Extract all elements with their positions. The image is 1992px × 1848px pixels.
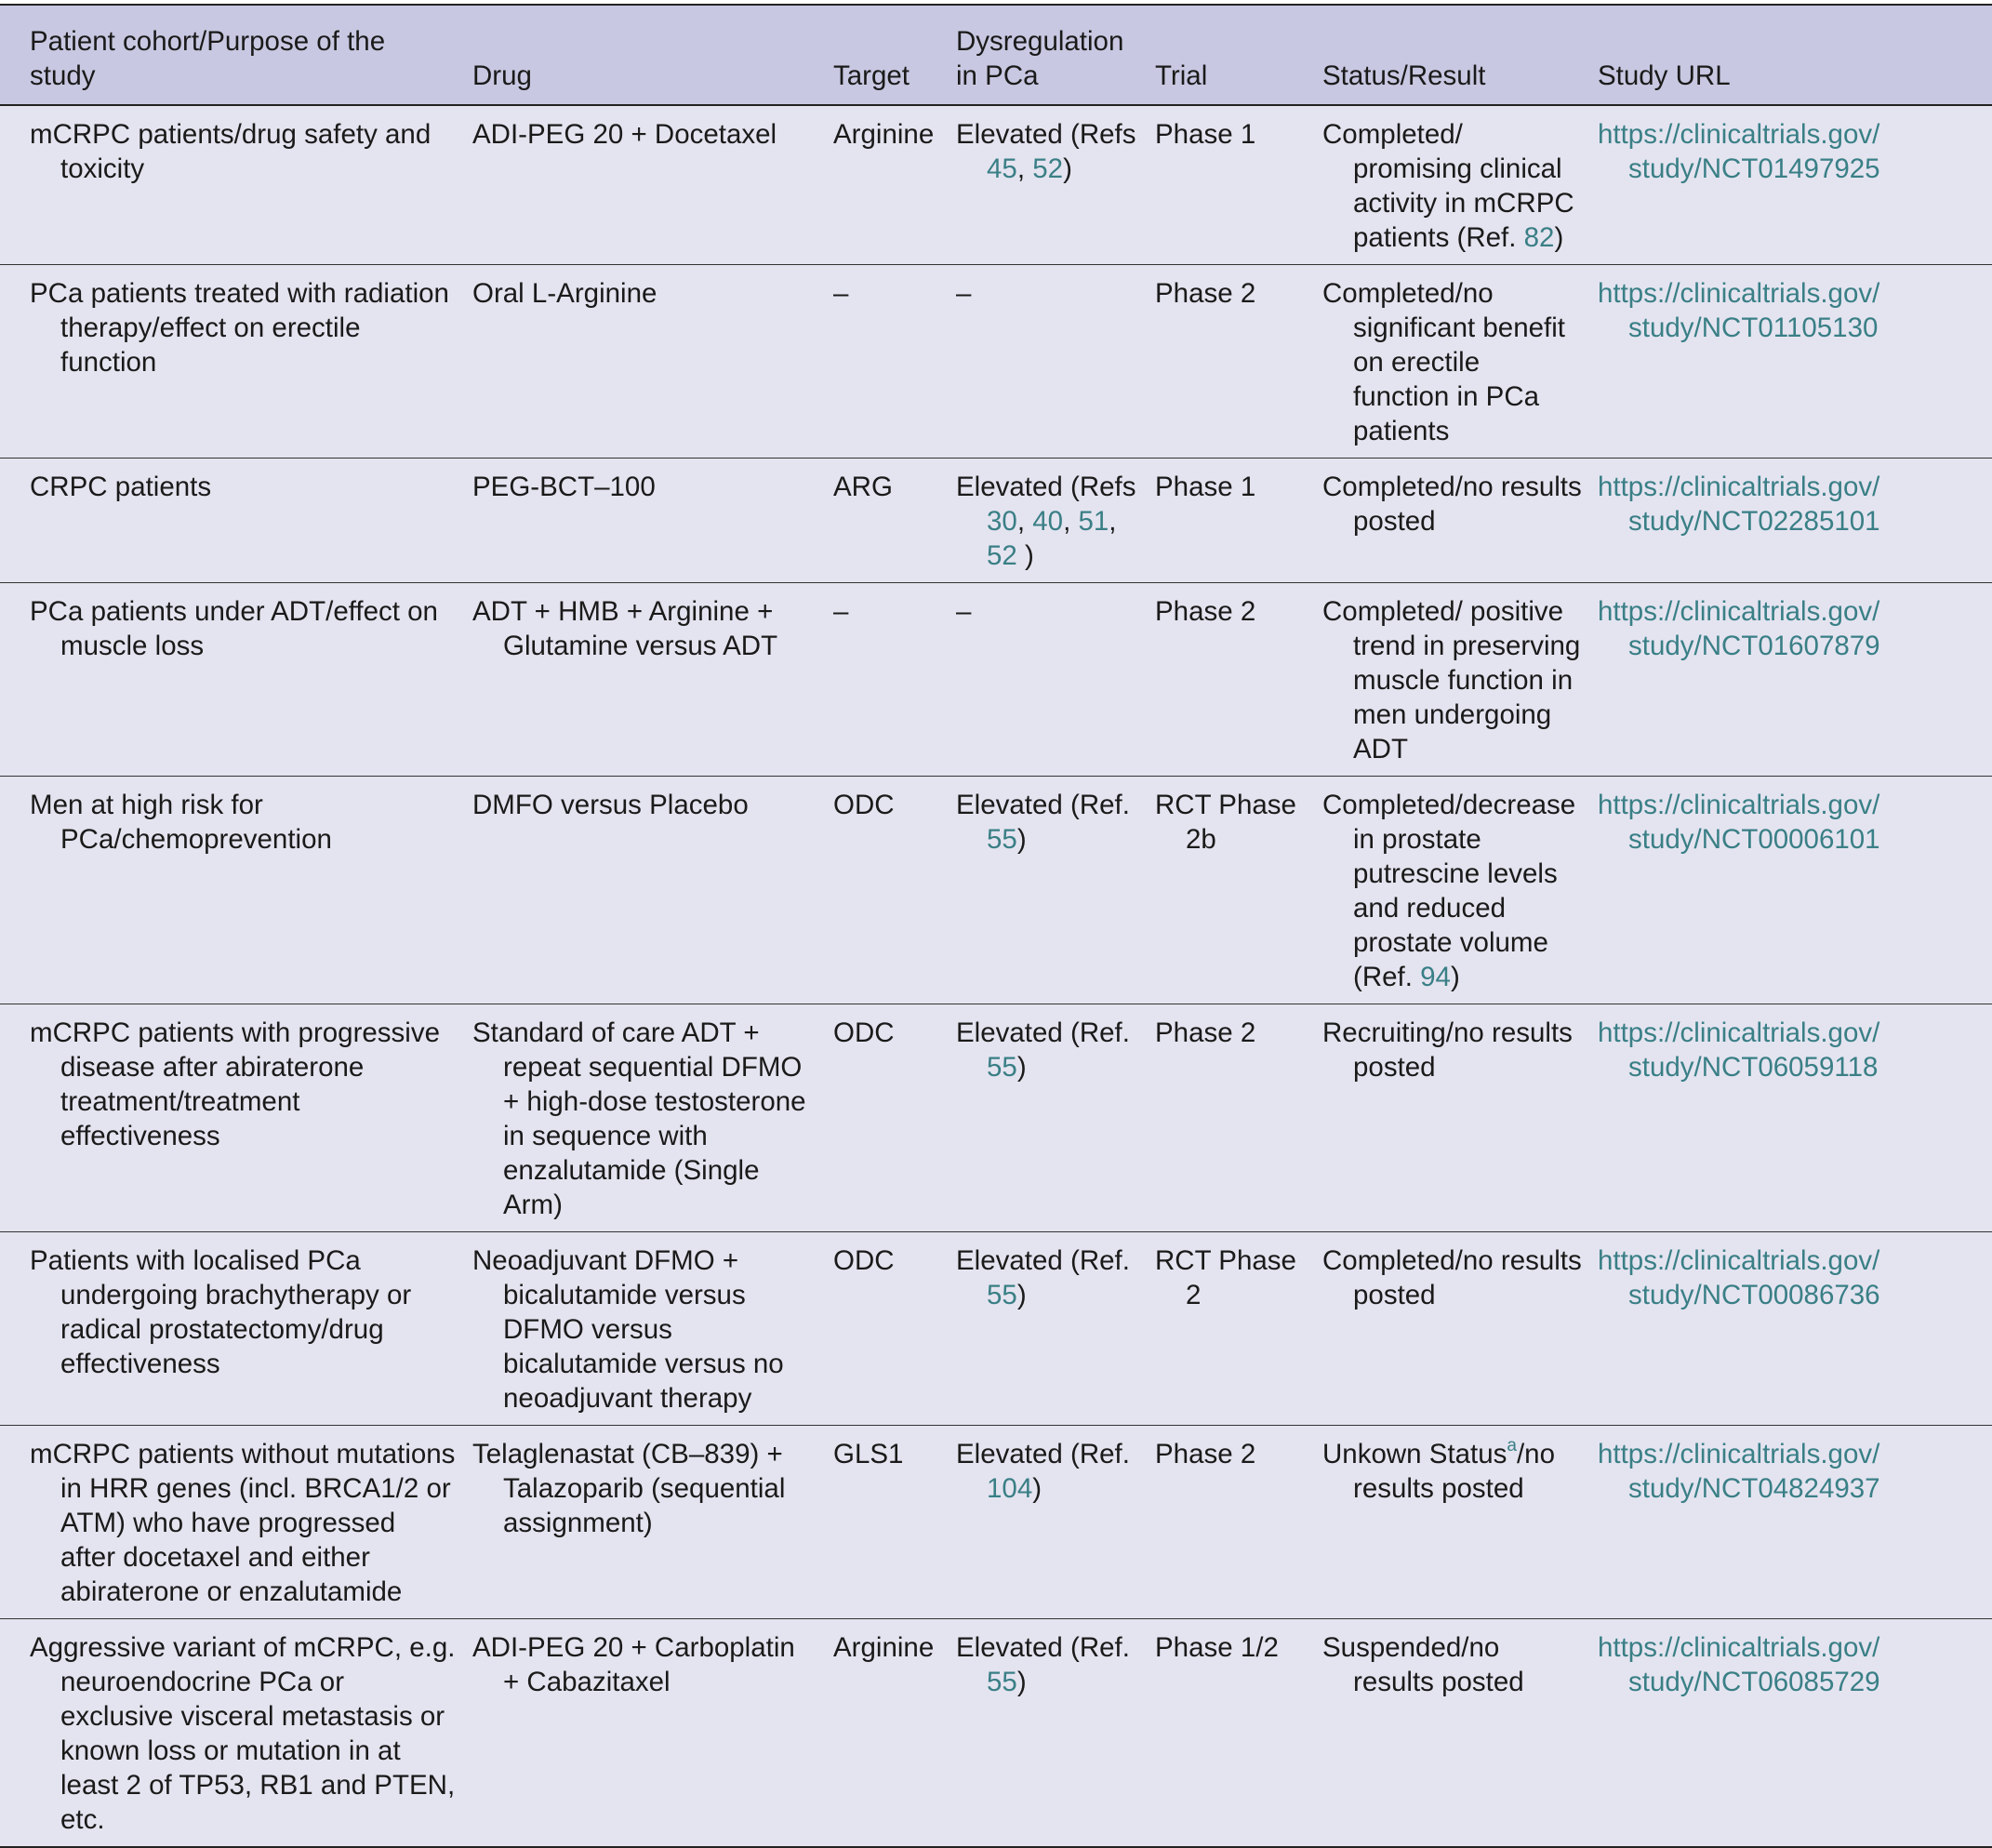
status-text: ) [1450, 962, 1460, 992]
header-status: Status/Result [1315, 5, 1590, 105]
drug-cell [465, 583, 826, 777]
trial-text: Phase 2 [1155, 278, 1256, 309]
drug-text: Neoadjuvant DFMO + bicalutamide versus DFMO versus bicalutamide versus no neoadjuvant therapy [472, 1245, 784, 1414]
status-text: Completed/no significant benefit on erectile function in PCa patients [1322, 278, 1565, 446]
dysregulation-text: Elevated (Ref. [956, 1017, 1130, 1048]
table-row [0, 1232, 1992, 1426]
drug-text: ADT + HMB + Arginine + Glutamine versus ADT [472, 596, 778, 661]
url-cell [1590, 1426, 1992, 1619]
reference-link[interactable]: 55 [987, 1280, 1017, 1310]
table-row [0, 1004, 1992, 1232]
study-url-link[interactable]: https://clinicaltrials.gov/ study/NCT01497925 [1598, 119, 1880, 184]
reference-link[interactable]: 55 [987, 1052, 1017, 1083]
url-cell [1590, 459, 1992, 583]
trial-cell [1148, 777, 1315, 1004]
reference-link[interactable]: 30 [987, 506, 1017, 537]
header-cohort: Patient cohort/Purpose of the study [0, 5, 465, 105]
drug-text: Oral L-Arginine [472, 278, 657, 309]
dysregulation-sep: , [1063, 506, 1079, 537]
target-text: Arginine [833, 1632, 935, 1663]
drug-cell [465, 1426, 826, 1619]
dysregulation-sep: , [1109, 506, 1117, 537]
trial-text: RCT Phase 2 [1155, 1245, 1296, 1310]
status-text: Completed/no results posted [1322, 1245, 1582, 1310]
cohort-text: Patients with localised PCa undergoing brachytherapy or radical prostatectomy/drug effectiveness [30, 1245, 412, 1379]
dysregulation-sep: ) [1016, 824, 1027, 855]
target-cell [826, 1619, 949, 1848]
drug-cell [465, 777, 826, 1004]
url-cell [1590, 1004, 1992, 1232]
target-text: GLS1 [833, 1439, 904, 1469]
clinical-trials-table [0, 4, 1992, 1848]
dysregulation-text: Elevated (Ref. [956, 1245, 1130, 1276]
dysregulation-cell [949, 1232, 1148, 1426]
cohort-text: PCa patients under ADT/effect on muscle loss [30, 596, 438, 661]
status-cell [1315, 1004, 1590, 1232]
table-row [0, 1619, 1992, 1848]
reference-link[interactable]: 51 [1078, 506, 1109, 537]
reference-link[interactable]: 55 [987, 824, 1017, 855]
drug-text: Standard of care ADT + repeat sequential DFMO + high-dose testosterone in sequence with enzalutamide (Single Arm) [472, 1017, 806, 1220]
target-text: Arginine [833, 119, 935, 150]
table-row [0, 265, 1992, 459]
drug-text: DMFO versus Placebo [472, 790, 749, 820]
url-cell [1590, 1232, 1992, 1426]
header-url: Study URL [1590, 5, 1992, 105]
status-text: Recruiting/no results posted [1322, 1017, 1573, 1083]
trial-text: Phase 2 [1155, 1439, 1256, 1469]
study-url-link[interactable]: https://clinicaltrials.gov/ study/NCT06059118 [1598, 1017, 1880, 1083]
dysregulation-cell [949, 777, 1148, 1004]
target-cell [826, 105, 949, 265]
dysregulation-sep: ) [1016, 1667, 1027, 1697]
reference-link[interactable]: 55 [987, 1667, 1017, 1697]
drug-cell [465, 265, 826, 459]
target-text: ARG [833, 472, 893, 502]
study-url-link[interactable]: https://clinicaltrials.gov/ study/NCT00006101 [1598, 790, 1880, 855]
status-text: Completed/decrease in prostate putrescine levels and reduced prostate volume (Ref. [1322, 790, 1576, 992]
table-row [0, 459, 1992, 583]
url-cell [1590, 583, 1992, 777]
url-cell [1590, 265, 1992, 459]
dysregulation-sep: , [1016, 506, 1033, 537]
study-url-link[interactable]: https://clinicaltrials.gov/ study/NCT06085729 [1598, 1632, 1880, 1697]
cohort-cell [0, 1004, 465, 1232]
study-url-link[interactable]: https://clinicaltrials.gov/ study/NCT00086736 [1598, 1245, 1880, 1310]
dysregulation-cell [949, 105, 1148, 265]
dysregulation-sep: ) [1063, 153, 1072, 184]
cohort-cell [0, 265, 465, 459]
cohort-text: Aggressive variant of mCRPC, e.g. neuroendocrine PCa or exclusive visceral metastasis or known loss or mutation in at least 2 of TP53, RB1 and PTEN, etc. [30, 1632, 456, 1835]
dysregulation-sep: ) [1016, 1052, 1027, 1083]
header-dysregulation: Dysregulation in PCa [949, 5, 1148, 105]
cohort-text: Men at high risk for PCa/chemoprevention [30, 790, 332, 855]
dysregulation-cell [949, 1619, 1148, 1848]
trial-cell [1148, 1004, 1315, 1232]
table-row [0, 777, 1992, 1004]
dysregulation-text: Elevated (Ref. [956, 790, 1130, 820]
dysregulation-text: Elevated (Refs [956, 472, 1136, 502]
dysregulation-cell [949, 1426, 1148, 1619]
target-cell [826, 1232, 949, 1426]
target-cell [826, 459, 949, 583]
dysregulation-sep: , [1016, 153, 1033, 184]
target-text: ODC [833, 1017, 895, 1048]
dysregulation-text: – [956, 596, 972, 627]
trial-text: Phase 1 [1155, 119, 1256, 150]
trial-text: Phase 1/2 [1155, 1632, 1279, 1663]
cohort-cell [0, 105, 465, 265]
status-text: Unkown Status [1322, 1439, 1507, 1469]
dysregulation-cell [949, 459, 1148, 583]
cohort-text: mCRPC patients without mutations in HRR genes (incl. BRCA1/2 or ATM) who have progressed after docetaxel and either abiraterone or enzalutamide [30, 1439, 456, 1607]
trial-cell [1148, 459, 1315, 583]
trial-cell [1148, 583, 1315, 777]
trial-cell [1148, 1426, 1315, 1619]
status-text: Suspended/no results posted [1322, 1632, 1524, 1697]
target-cell [826, 583, 949, 777]
reference-link[interactable]: 52 [1032, 153, 1064, 184]
reference-link[interactable]: 45 [987, 153, 1017, 184]
dysregulation-sep: ) [1032, 1473, 1042, 1504]
status-cell [1315, 105, 1590, 265]
dysregulation-text: Elevated (Ref. [956, 1632, 1130, 1663]
cohort-cell [0, 777, 465, 1004]
trial-cell [1148, 1232, 1315, 1426]
table-row [0, 105, 1992, 265]
table-row [0, 583, 1992, 777]
cohort-cell [0, 583, 465, 777]
footnote-marker[interactable]: a [1507, 1436, 1517, 1456]
header-trial: Trial [1148, 5, 1315, 105]
cohort-cell [0, 1426, 465, 1619]
drug-text: PEG-BCT–100 [472, 472, 656, 502]
target-cell [826, 1004, 949, 1232]
dysregulation-text: Elevated (Ref. [956, 1439, 1130, 1469]
status-cell [1315, 583, 1590, 777]
study-url-link[interactable]: https://clinicaltrials.gov/ study/NCT01105130 [1598, 278, 1880, 343]
drug-cell [465, 1004, 826, 1232]
dysregulation-sep: ) [1016, 1280, 1027, 1310]
reference-link[interactable]: 104 [987, 1473, 1033, 1504]
url-cell [1590, 105, 1992, 265]
status-text: /no results posted [1353, 1439, 1555, 1504]
target-text: – [833, 278, 849, 309]
dysregulation-cell [949, 583, 1148, 777]
cohort-text: CRPC patients [30, 472, 212, 502]
reference-link[interactable]: 82 [1523, 222, 1555, 253]
drug-text: ADI-PEG 20 + Carboplatin + Cabazitaxel [472, 1632, 795, 1697]
cohort-cell [0, 1232, 465, 1426]
status-text: ) [1554, 222, 1564, 253]
drug-cell [465, 1232, 826, 1426]
drug-cell [465, 459, 826, 583]
cohort-text: PCa patients treated with radiation therapy/effect on erectile function [30, 278, 449, 378]
dysregulation-cell [949, 265, 1148, 459]
target-cell [826, 265, 949, 459]
reference-link[interactable]: 52 [987, 540, 1017, 571]
drug-text: ADI-PEG 20 + Docetaxel [472, 119, 777, 150]
status-text: Completed/ promising clinical activity in mCRPC patients (Ref. [1322, 119, 1574, 253]
target-cell [826, 1426, 949, 1619]
trial-text: RCT Phase 2b [1155, 790, 1296, 855]
trial-text: Phase 2 [1155, 1017, 1256, 1048]
reference-link[interactable]: 40 [1032, 506, 1064, 537]
drug-cell [465, 1619, 826, 1848]
table-row [0, 1426, 1992, 1619]
target-cell [826, 777, 949, 1004]
cohort-text: mCRPC patients/drug safety and toxicity [30, 119, 432, 184]
drug-cell [465, 105, 826, 265]
study-url-link[interactable]: https://clinicaltrials.gov/ study/NCT01607879 [1598, 596, 1880, 661]
status-cell [1315, 1619, 1590, 1848]
status-cell [1315, 1232, 1590, 1426]
table-body [0, 105, 1992, 1847]
target-text: – [833, 596, 849, 627]
header-drug: Drug [465, 5, 826, 105]
trial-cell [1148, 265, 1315, 459]
reference-link[interactable]: 94 [1420, 962, 1451, 992]
drug-text: Telaglenastat (CB–839) + Talazoparib (sequential assignment) [472, 1439, 786, 1538]
header-row [0, 5, 1992, 105]
target-text: ODC [833, 790, 895, 820]
url-cell [1590, 1619, 1992, 1848]
dysregulation-text: Elevated (Refs [956, 119, 1136, 150]
status-cell [1315, 459, 1590, 583]
trial-cell [1148, 105, 1315, 265]
target-text: ODC [833, 1245, 895, 1276]
study-url-link[interactable]: https://clinicaltrials.gov/ study/NCT04824937 [1598, 1439, 1880, 1504]
url-cell [1590, 777, 1992, 1004]
dysregulation-sep: ) [1016, 540, 1034, 571]
status-cell [1315, 265, 1590, 459]
header-target: Target [826, 5, 949, 105]
status-cell [1315, 1426, 1590, 1619]
status-text: Completed/no results posted [1322, 472, 1582, 537]
trial-text: Phase 1 [1155, 472, 1256, 502]
study-url-link[interactable]: https://clinicaltrials.gov/ study/NCT02285101 [1598, 472, 1880, 537]
table-header [0, 5, 1992, 105]
trial-cell [1148, 1619, 1315, 1848]
trial-text: Phase 2 [1155, 596, 1256, 627]
dysregulation-text: – [956, 278, 972, 309]
status-text: Completed/ positive trend in preserving muscle function in men undergoing ADT [1322, 596, 1581, 764]
dysregulation-cell [949, 1004, 1148, 1232]
cohort-cell [0, 459, 465, 583]
cohort-cell [0, 1619, 465, 1848]
status-cell [1315, 777, 1590, 1004]
cohort-text: mCRPC patients with progressive disease after abiraterone treatment/treatment effectiveness [30, 1017, 441, 1151]
